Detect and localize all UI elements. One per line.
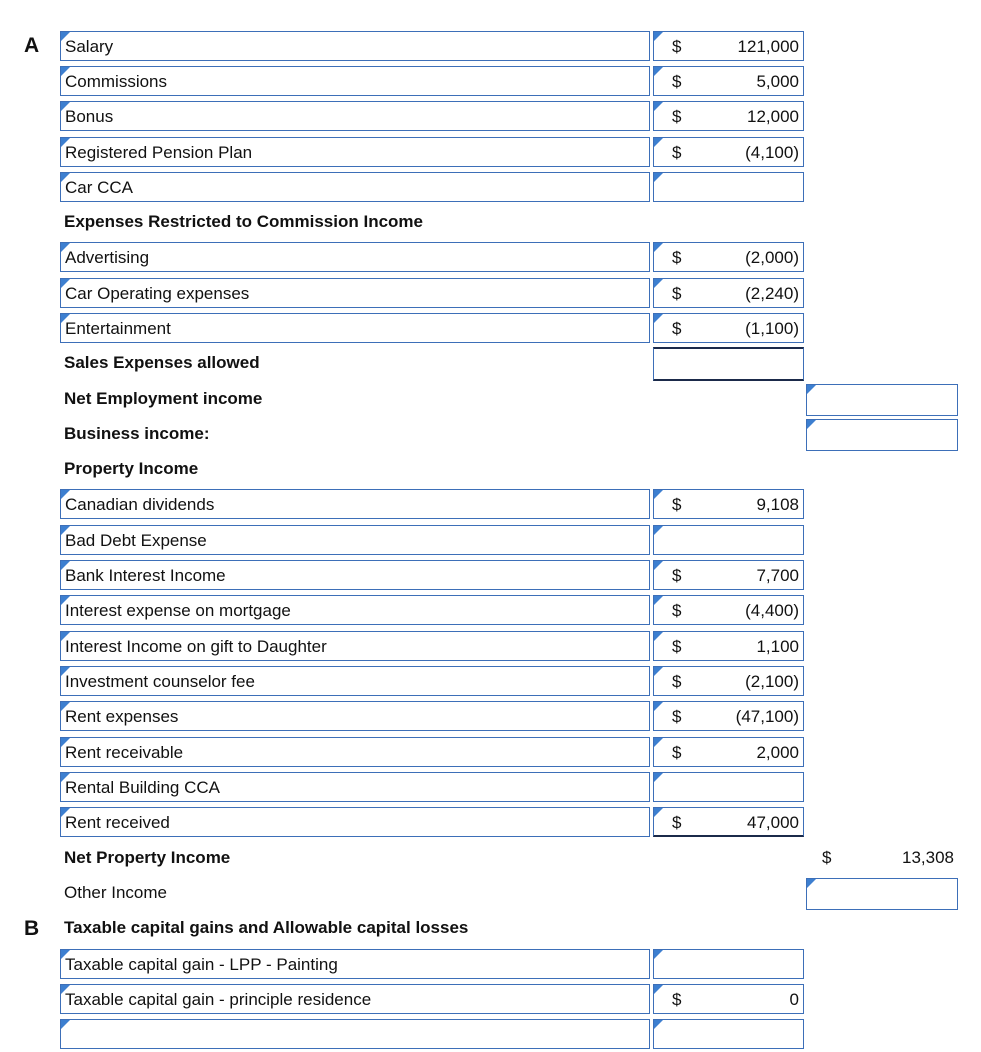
- row-canadian-dividends: [0, 488, 981, 522]
- section-b-marker: B: [24, 917, 40, 940]
- row-bonus: [0, 100, 981, 134]
- row-property-income: [0, 453, 981, 487]
- amount-input[interactable]: $ (2,240): [653, 278, 804, 308]
- row-sales-expenses-allowed: [0, 347, 981, 381]
- dropdown-marker-icon: [654, 596, 663, 605]
- label-select[interactable]: Rental Building CCA: [60, 772, 650, 802]
- dropdown-marker-icon: [654, 526, 663, 535]
- dropdown-marker-icon: [654, 173, 663, 182]
- row-interest-expense-mortgage: [0, 594, 981, 628]
- row-tcg-principle-residence: [0, 983, 981, 1017]
- label-select[interactable]: Car CCA: [60, 172, 650, 202]
- dropdown-marker-icon: [654, 985, 663, 994]
- heading-sales-expenses-allowed: Sales Expenses allowed: [64, 353, 260, 372]
- row-taxable-capital-gains-heading: [0, 912, 981, 946]
- row-bank-interest-income: [0, 559, 981, 593]
- amount-input[interactable]: $ 5,000: [653, 66, 804, 96]
- heading-expenses-restricted: Expenses Restricted to Commission Income: [64, 212, 423, 231]
- dropdown-marker-icon: [654, 138, 663, 147]
- dropdown-marker-icon: [654, 32, 663, 41]
- dropdown-marker-icon: [654, 773, 663, 782]
- dropdown-marker-icon: [807, 879, 816, 888]
- label-select[interactable]: Registered Pension Plan: [60, 137, 650, 167]
- row-registered-pension-plan: [0, 136, 981, 170]
- other-income-input[interactable]: [806, 878, 958, 910]
- amount-input[interactable]: $ 121,000: [653, 31, 804, 61]
- row-rent-receivable: [0, 736, 981, 770]
- heading-net-employment-income: Net Employment income: [64, 389, 263, 408]
- row-next-cut-off: [0, 1018, 981, 1052]
- heading-taxable-capital-gains: Taxable capital gains and Allowable capital losses: [64, 918, 469, 937]
- row-commissions: [0, 65, 981, 99]
- dropdown-marker-icon: [654, 243, 663, 252]
- heading-property-income: Property Income: [64, 459, 199, 478]
- dropdown-marker-icon: [654, 490, 663, 499]
- amount-input[interactable]: $ (4,100): [653, 137, 804, 167]
- sales-expenses-total-input[interactable]: [653, 347, 804, 381]
- label-select[interactable]: Bad Debt Expense: [60, 525, 650, 555]
- heading-net-property-income: Net Property Income: [64, 848, 231, 867]
- dropdown-marker-icon: [654, 67, 663, 76]
- row-interest-income-gift: [0, 630, 981, 664]
- business-income-input[interactable]: [806, 419, 958, 451]
- amount-input[interactable]: $ (2,000): [653, 242, 804, 272]
- amount-input[interactable]: $ (47,100): [653, 701, 804, 731]
- dropdown-marker-icon: [654, 279, 663, 288]
- label-select[interactable]: Rent expenses: [60, 701, 650, 731]
- amount-input[interactable]: [653, 525, 804, 555]
- row-salary: [0, 30, 981, 64]
- label-select[interactable]: Taxable capital gain - principle residence: [60, 984, 650, 1014]
- dropdown-marker-icon: [654, 808, 663, 817]
- label-select[interactable]: Bank Interest Income: [60, 560, 650, 590]
- dropdown-marker-icon: [654, 314, 663, 323]
- label-select[interactable]: Car Operating expenses: [60, 278, 650, 308]
- section-a-marker: A: [24, 34, 40, 57]
- amount-input[interactable]: $ 9,108: [653, 489, 804, 519]
- amount-input[interactable]: $ 47,000: [653, 807, 804, 837]
- amount-input[interactable]: $ 12,000: [653, 101, 804, 131]
- amount-input[interactable]: [653, 949, 804, 979]
- net-employment-income-input[interactable]: [806, 384, 958, 416]
- row-other-income: [0, 877, 981, 911]
- net-property-income-currency: $: [822, 848, 832, 867]
- amount-input[interactable]: $ 0: [653, 984, 804, 1014]
- label-select[interactable]: Interest Income on gift to Daughter: [60, 631, 650, 661]
- row-car-operating: [0, 277, 981, 311]
- dropdown-marker-icon: [654, 102, 663, 111]
- label-select[interactable]: Commissions: [60, 66, 650, 96]
- row-entertainment: [0, 312, 981, 346]
- row-bad-debt-expense: [0, 524, 981, 558]
- label-select[interactable]: Investment counselor fee: [60, 666, 650, 696]
- label-select[interactable]: Entertainment: [60, 313, 650, 343]
- dropdown-marker-icon: [61, 1020, 70, 1029]
- dropdown-marker-icon: [654, 632, 663, 641]
- amount-input[interactable]: $ 7,700: [653, 560, 804, 590]
- label-select[interactable]: Bonus: [60, 101, 650, 131]
- amount-input[interactable]: $ 2,000: [653, 737, 804, 767]
- row-rent-expenses: [0, 700, 981, 734]
- label-select[interactable]: Interest expense on mortgage: [60, 595, 650, 625]
- label-select[interactable]: Rent received: [60, 807, 650, 837]
- dropdown-marker-icon: [654, 561, 663, 570]
- label-other-income: Other Income: [64, 883, 167, 902]
- label-select[interactable]: Taxable capital gain - LPP - Painting: [60, 949, 650, 979]
- dropdown-marker-icon: [807, 420, 816, 429]
- dropdown-marker-icon: [654, 738, 663, 747]
- amount-input[interactable]: $ (4,400): [653, 595, 804, 625]
- row-heading-expenses: [0, 206, 981, 240]
- row-net-employment-income: [0, 383, 981, 417]
- label-select[interactable]: Advertising: [60, 242, 650, 272]
- row-car-cca: [0, 171, 981, 205]
- row-investment-counselor-fee: [0, 665, 981, 699]
- label-select[interactable]: Salary: [60, 31, 650, 61]
- dropdown-marker-icon: [654, 950, 663, 959]
- heading-business-income: Business income:: [64, 424, 210, 443]
- row-advertising: [0, 241, 981, 275]
- row-rent-received: [0, 806, 981, 840]
- row-business-income: [0, 418, 981, 452]
- row-net-property-income: [0, 842, 981, 876]
- dropdown-marker-icon: [654, 1020, 663, 1029]
- dropdown-marker-icon: [654, 667, 663, 676]
- amount-input[interactable]: $ (1,100): [653, 313, 804, 343]
- dropdown-marker-icon: [654, 702, 663, 711]
- amount-input[interactable]: $ 1,100: [653, 631, 804, 661]
- net-property-income-value: 13,308: [902, 848, 954, 867]
- dropdown-marker-icon: [807, 385, 816, 394]
- amount-input[interactable]: $ (2,100): [653, 666, 804, 696]
- label-select[interactable]: Canadian dividends: [60, 489, 650, 519]
- amount-input[interactable]: [653, 172, 804, 202]
- row-tcg-lpp-painting: [0, 948, 981, 982]
- amount-input[interactable]: [653, 772, 804, 802]
- row-rental-building-cca: [0, 771, 981, 805]
- label-select[interactable]: Rent receivable: [60, 737, 650, 767]
